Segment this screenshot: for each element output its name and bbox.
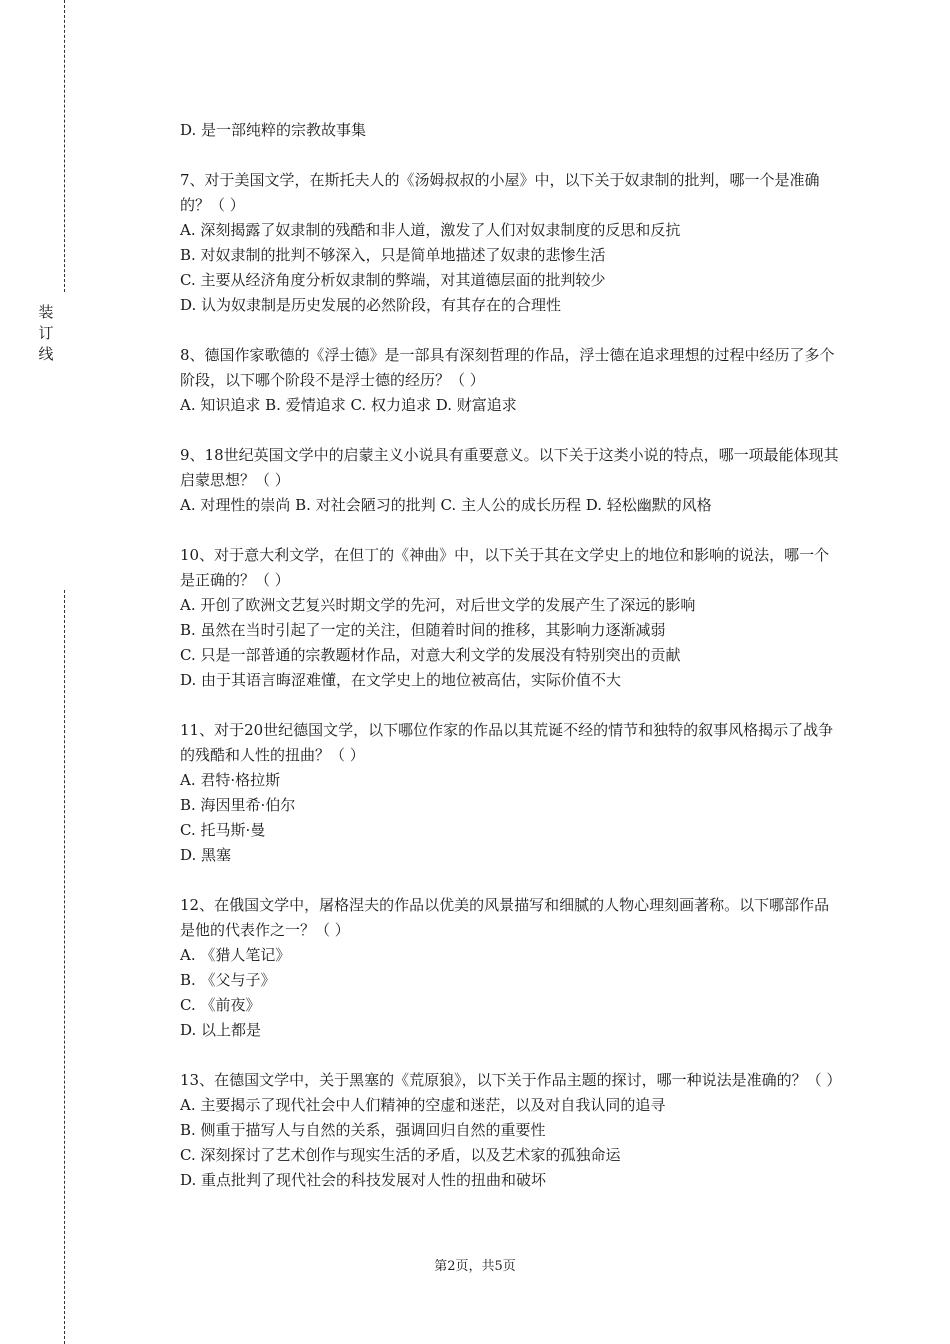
answer-option: C. 《前夜》 xyxy=(180,996,261,1014)
answer-option: C. 深刻探讨了艺术创作与现实生活的矛盾，以及艺术家的孤独命运 xyxy=(180,1146,621,1164)
question-7 xyxy=(180,168,840,318)
binding-dashed-line-top xyxy=(64,0,65,292)
prev-question-option-d: D. 是一部纯粹的宗教故事集 xyxy=(180,121,367,139)
question-10 xyxy=(180,543,840,693)
question-stem: 8、德国作家歌德的《浮士德》是一部具有深刻哲理的作品，浮士德在追求理想的过程中经历了多个阶段，以下哪个阶段不是浮士德的经历？（ ） xyxy=(180,346,835,389)
answer-options-inline: A. 对理性的崇尚 B. 对社会陋习的批判 C. 主人公的成长历程 D. 轻松幽默的风格 xyxy=(180,496,712,514)
answer-option: C. 只是一部普通的宗教题材作品，对意大利文学的发展没有特别突出的贡献 xyxy=(180,646,681,664)
answer-option: C. 托马斯·曼 xyxy=(180,821,266,839)
answer-option: B. 《父与子》 xyxy=(180,971,276,989)
binding-label xyxy=(36,302,56,365)
question-12 xyxy=(180,893,840,1043)
answer-option: B. 对奴隶制的批判不够深入，只是简单地描述了奴隶的悲惨生活 xyxy=(180,246,606,264)
answer-option: B. 虽然在当时引起了一定的关注，但随着时间的推移，其影响力逐渐减弱 xyxy=(180,621,666,639)
answer-option: A. 深刻揭露了奴隶制的残酷和非人道，激发了人们对奴隶制度的反思和反抗 xyxy=(180,221,681,239)
binding-dashed-line-bottom xyxy=(64,590,65,1344)
answer-option: B. 海因里希·伯尔 xyxy=(180,796,296,814)
binding-char: 线 xyxy=(38,345,54,363)
answer-options-inline: A. 知识追求 B. 爱情追求 C. 权力追求 D. 财富追求 xyxy=(180,396,517,414)
question-stem: 10、对于意大利文学，在但丁的《神曲》中，以下关于其在文学史上的地位和影响的说法，哪一个是正确的？（ ） xyxy=(180,546,830,589)
answer-option: C. 主要从经济角度分析奴隶制的弊端，对其道德层面的批判较少 xyxy=(180,271,606,289)
question-9 xyxy=(180,443,840,518)
question-stem: 13、在德国文学中，关于黑塞的《荒原狼》，以下关于作品主题的探讨，哪一种说法是准确的？（ ） xyxy=(180,1071,842,1089)
question-stem: 7、对于美国文学，在斯托夫人的《汤姆叔叔的小屋》中，以下关于奴隶制的批判，哪一个是准确的？（ ） xyxy=(180,171,820,214)
answer-option: D. 以上都是 xyxy=(180,1021,262,1039)
question-13 xyxy=(180,1068,840,1193)
binding-char: 订 xyxy=(38,324,54,342)
exam-content xyxy=(180,118,840,1193)
question-stem: 9、18世纪英国文学中的启蒙主义小说具有重要意义。以下关于这类小说的特点，哪一项最能体现其启蒙思想？（ ） xyxy=(180,446,839,489)
answer-option: D. 认为奴隶制是历史发展的必然阶段，有其存在的合理性 xyxy=(180,296,562,314)
answer-option: A. 主要揭示了现代社会中人们精神的空虚和迷茫，以及对自我认同的追寻 xyxy=(180,1096,666,1114)
answer-option: A. 开创了欧洲文艺复兴时期文学的先河，对后世文学的发展产生了深远的影响 xyxy=(180,596,696,614)
question-8 xyxy=(180,343,840,418)
answer-option: A. 《猎人笔记》 xyxy=(180,946,291,964)
question-stem: 12、在俄国文学中，屠格涅夫的作品以优美的风景描写和细腻的人物心理刻画著称。以下哪部作品是他的代表作之一？（ ） xyxy=(180,896,830,939)
answer-option: D. 重点批判了现代社会的科技发展对人性的扭曲和破坏 xyxy=(180,1171,547,1189)
answer-option: D. 黑塞 xyxy=(180,846,232,864)
answer-option: B. 侧重于描写人与自然的关系，强调回归自然的重要性 xyxy=(180,1121,546,1139)
question-11 xyxy=(180,718,840,868)
question-stem: 11、对于20世纪德国文学，以下哪位作家的作品以其荒诞不经的情节和独特的叙事风格揭示了战争的残酷和人性的扭曲？（ ） xyxy=(180,721,834,764)
answer-option: D. 由于其语言晦涩难懂，在文学史上的地位被高估，实际价值不大 xyxy=(180,671,622,689)
binding-char: 装 xyxy=(38,303,54,321)
answer-option: A. 君特·格拉斯 xyxy=(180,771,281,789)
page-number-footer: 第2页，共5页 xyxy=(434,1259,516,1274)
